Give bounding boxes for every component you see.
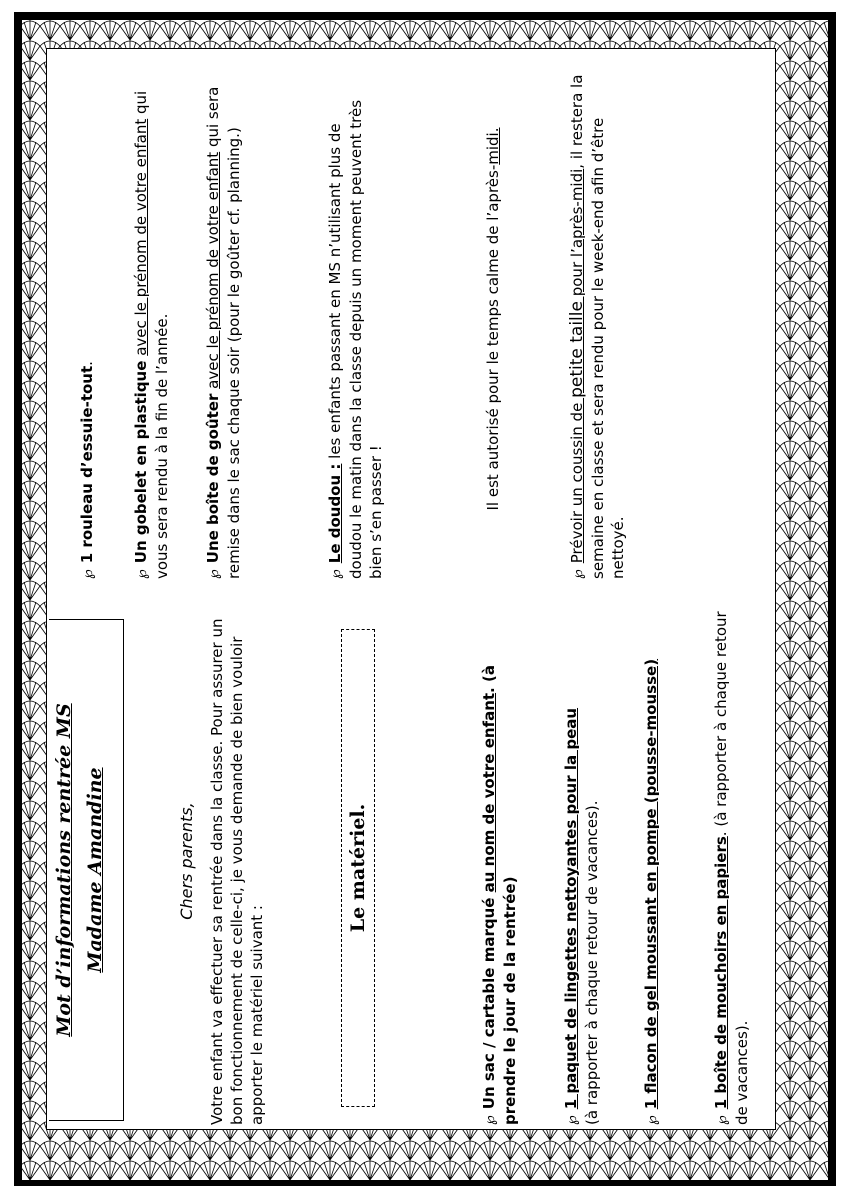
content-area	[46, 48, 776, 1130]
intro-paragraph: Votre enfant va effectuer sa rentrée dans la classe. Pour assurer un bon fonctionnement de celle-ci, je vous demande de bien vouloir apporter le matériel suivant :	[208, 618, 266, 1125]
list-item-lingettes: ℘1 paquet de lingettes nettoyantes pour la peau (à rapporter à chaque retour de vacances).	[562, 707, 601, 1125]
title-box	[49, 619, 124, 1121]
list-item-doudou: ℘Le doudou : les enfants passant en MS n’utilisant plus de doudou le matin dans la classe depuis un moment peuvent très bien s’en passer !	[326, 99, 385, 579]
list-item-gobelet: ℘Un gobelet en plastique avec le prénom de votre enfant qui vous sera rendu à la fin de l’année.	[132, 90, 171, 579]
list-item-flacon: ℘1 flacon de gel moussant en pompe (pousse-mousse)	[642, 658, 660, 1125]
teacher-name: Madame Amandine	[84, 767, 106, 973]
bullet-icon: ℘	[328, 569, 344, 579]
list-item-mouchoirs: ℘1 boîte de mouchoirs en papiers. (à rapporter à chaque retour de vacances).	[712, 611, 751, 1125]
list-item-gouter: ℘Une boîte de goûter avec le prénom de votre enfant qui sera remise dans le sac chaque soir (pour le goûter cf. planning.)	[204, 86, 243, 579]
bullet-icon: ℘	[206, 569, 222, 579]
document-title: Mot d’informations rentrée MS	[53, 703, 75, 1037]
right-column	[47, 59, 777, 579]
bullet-icon: ℘	[570, 569, 586, 579]
bullet-icon: ℘	[564, 1115, 580, 1125]
bullet-icon: ℘	[714, 1115, 730, 1125]
left-column	[47, 591, 777, 1131]
section-title-materiel: Le matériel.	[341, 629, 375, 1107]
rotated-document	[47, 49, 777, 1131]
bullet-icon: ℘	[80, 569, 96, 579]
bullet-icon: ℘	[644, 1115, 660, 1125]
list-item-essuie-tout: ℘1 rouleau d’essuie-tout.	[78, 361, 96, 579]
list-item-coussin: ℘Prévoir un coussin de petite taille pour l’après-midi, il restera la semaine en classe et sera rendu pour le week-end afin d’être nettoyé.	[567, 74, 627, 579]
nap-note: Il est autorisé pour le temps calme de l’après-midi.	[484, 127, 502, 511]
greeting: Chers parents,	[177, 802, 196, 920]
list-item-sac: ℘Un sac / cartable marqué au nom de votre enfant. (à prendre le jour de la rentrée)	[480, 665, 519, 1125]
bullet-icon: ℘	[482, 1115, 498, 1125]
bullet-icon: ℘	[134, 569, 150, 579]
